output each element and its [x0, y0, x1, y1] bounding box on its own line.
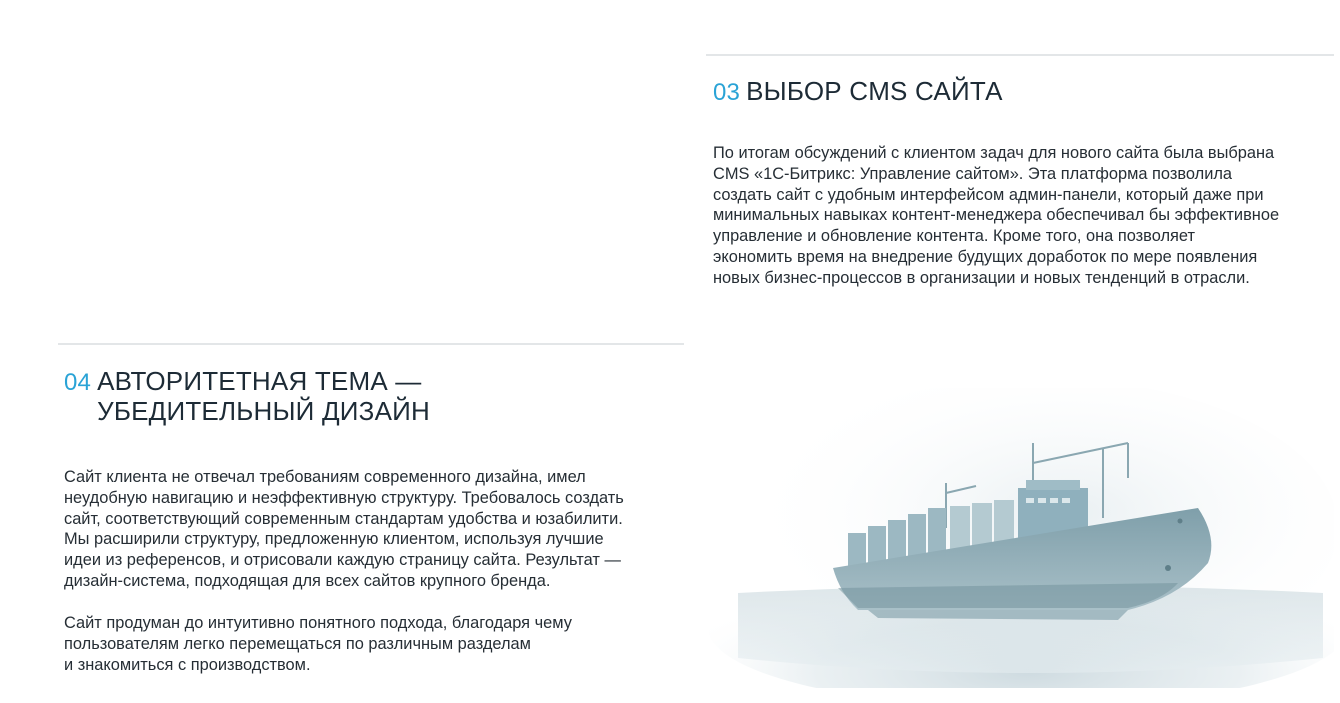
section-04-paragraph-1: Сайт клиента не отвечал требованиям современного дизайна, имел неудобную навигацию и неэффективную структуру. Требовалось создать сайт, соответствующий современным стандартам удобства и юзабилити. Мы расширили структуру, предложенную клиентом, используя лучшие идеи из референсов, и отрисовали каждую страницу сайта. Результат — дизайн-система, подходящая для всех сайтов крупного бренда.: [64, 468, 624, 590]
section-divider-middle: [58, 343, 684, 345]
section-03-heading: [713, 76, 1003, 108]
cargo-ship-illustration: [708, 388, 1334, 688]
section-03-paragraph: По итогам обсуждений с клиентом задач для нового сайта была выбрана CMS «1С-Битрикс: Управление сайтом». Эта платформа позволила создать сайт с удобным интерфейсом админ-панели, который даже при минимальных навыках контент-менеджера обеспечивал бы эффективное управление и обновление контента. Кроме того, она позволяет экономить время на внедрение будущих доработок по мере появления новых бизнес-процессов в организации и новых тенденций в отрасли.: [713, 144, 1280, 287]
section-03-title: ВЫБОР CMS САЙТА: [746, 76, 1003, 106]
section-04-title-line1: АВТОРИТЕТНАЯ ТЕМА —: [97, 366, 422, 396]
section-04-number: 04: [64, 369, 92, 396]
section-03-number: 03: [713, 79, 741, 106]
section-04-heading: [64, 366, 430, 426]
section-divider-top: [706, 54, 1334, 56]
section-04-title-line2: УБЕДИТЕЛЬНЫЙ ДИЗАЙН: [97, 396, 430, 426]
section-04-paragraph-2: Сайт продуман до интуитивно понятного подхода, благодаря чему пользователям легко перемещаться по различным разделам и знакомиться с производством.: [64, 614, 572, 674]
